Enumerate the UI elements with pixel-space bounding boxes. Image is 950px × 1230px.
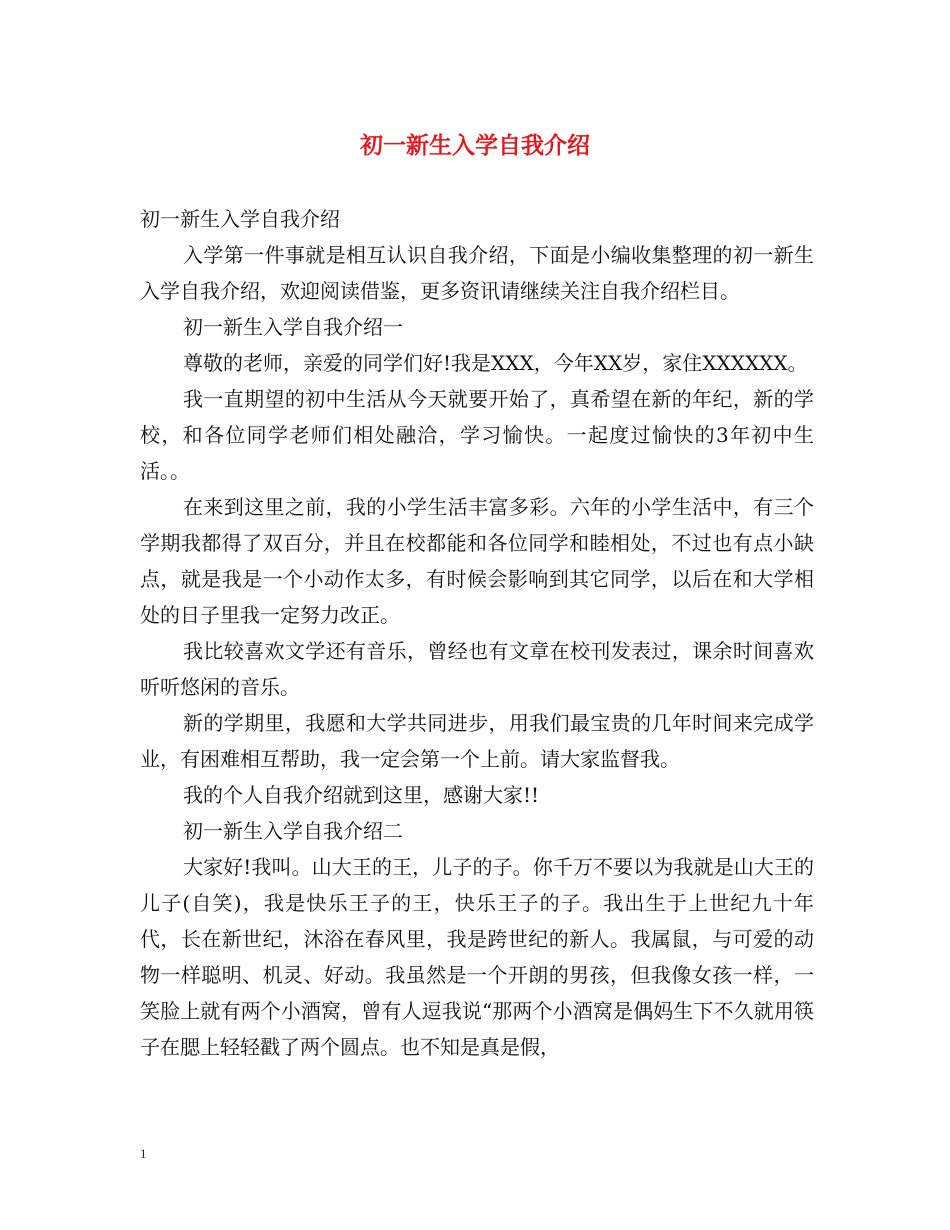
paragraph-self-intro-two: 大家好!我叫。山大王的王，儿子的子。你千万不要以为我就是山大王的儿子(自笑)，我是快乐王子的王，快乐王子的子。我出生于上世纪九十年代，长在新世纪，沐浴在春风里，我是跨世纪的新人。我属鼠，与可爱的动物一样聪明、机灵、好动。我虽然是一个开朗的男孩，但我像女孩一样，一笑脸上就有两个小酒窝，曾有人逗我说“那两个小酒窝是偶妈生下不久就用筷子在腮上轻轻戳了两个圆点。也不知是真是假， [140,855,814,1059]
document-title: 初一新生入学自我介绍 [360,132,590,159]
paragraph-greeting: 尊敬的老师，亲爱的同学们好!我是XXX，今年XX岁，家住XXXXXX。 [183,351,808,375]
section-heading-two: 初一新生入学自我介绍二 [183,819,403,843]
section-heading-main: 初一新生入学自我介绍 [140,207,340,231]
section-heading-one: 初一新生入学自我介绍一 [183,315,403,339]
paragraph-hobbies: 我比较喜欢文学还有音乐，曾经也有文章在校刊发表过，课余时间喜欢听听悠闲的音乐。 [140,639,814,699]
paragraph-primary-school: 在来到这里之前，我的小学生活丰富多彩。六年的小学生活中，有三个学期我都得了双百分，并且在校都能和各位同学和睦相处，不过也有点小缺点，就是我是一个小动作太多，有时候会影响到其它同学，以后在和大学相处的日子里我一定努力改正。 [140,495,814,627]
paragraph-expectation: 我一直期望的初中生活从今天就要开始了，真希望在新的年纪，新的学校，和各位同学老师们相处融洽，学习愉快。一起度过愉快的3年初中生活。。 [140,387,814,483]
paragraph-new-term: 新的学期里，我愿和大学共同进步，用我们最宝贵的几年时间来完成学业，有困难相互帮助，我一定会第一个上前。请大家监督我。 [140,711,814,771]
intro-paragraph: 入学第一件事就是相互认识自我介绍，下面是小编收集整理的初一新生入学自我介绍，欢迎阅读借鉴，更多资讯请继续关注自我介绍栏目。 [140,243,814,303]
page-number: 1 [140,1146,147,1161]
paragraph-closing: 我的个人自我介绍就到这里，感谢大家!! [183,783,540,807]
document-body [140,201,814,1065]
